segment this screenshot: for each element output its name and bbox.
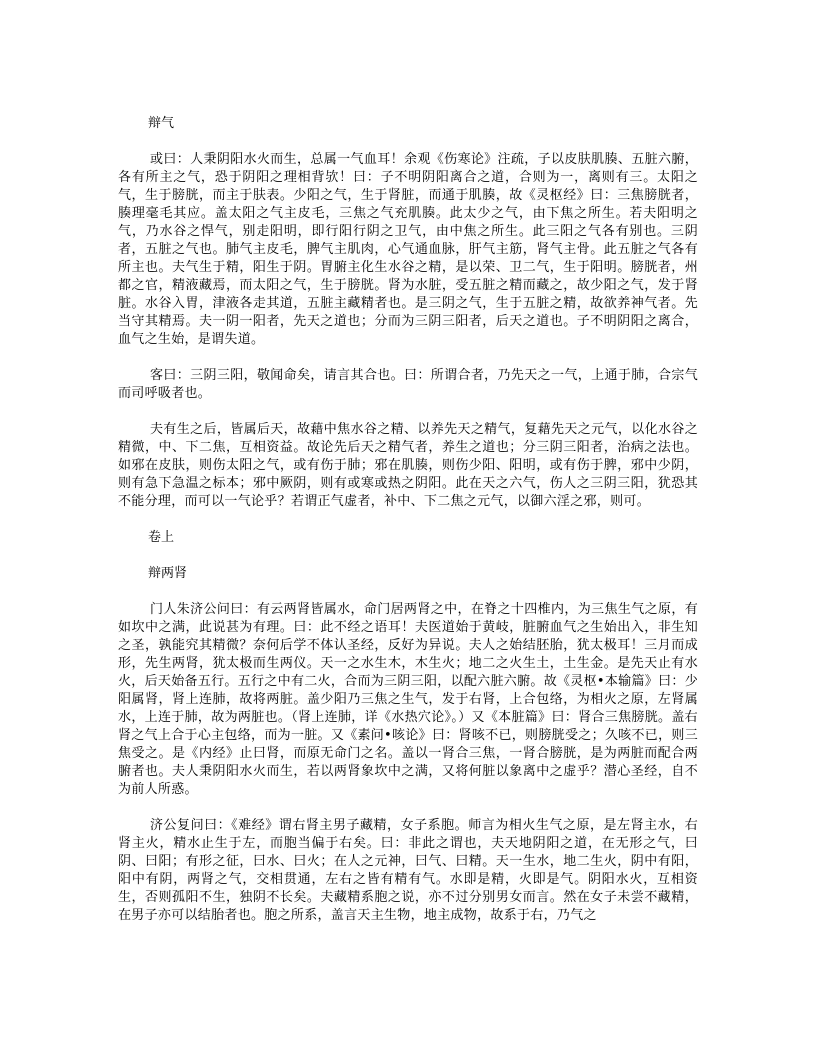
section-heading-bianqi: 辩气 [148,116,175,131]
volume-heading-juanshang: 卷上 [148,530,175,545]
paragraph-bianqi-2: 客曰：三阴三阳，敬闻命矣，请言其合也。曰：所谓合者，乃先天之一气，上通于肺，合宗气而司呼吸者也。 [118,368,698,401]
paragraph-bianqi-1: 或曰：人秉阴阳水火而生，总属一气血耳！余观《伤寒论》注疏，子以皮肤肌腠、五脏六腑，各有所主之气，恐于阴阳之理相背欤！曰：子不明阴阳离合之道，合则为一，离则有三。太阳之气，生于膀胱，而主于肤表。少阳之气，生于肾脏，而通于肌腠，故《灵枢经》曰：三焦膀胱者，腠理毫毛其应。盖太阳之气主皮毛，三焦之气充肌腠。此太少之气，由下焦之所生。若夫阳明之气，乃水谷之悍气，别走阳明，即行阳行阴之卫气，由中焦之所生。此三阳之气各有别也。三阴者，五脏之气也。肺气主皮毛，脾气主肌肉，心气通血脉，肝气主筋，肾气主骨。此五脏之气各有所主也。夫气生于精，阳生于阴。胃腑主化生水谷之精，是以荣、卫二气，生于阳明。膀胱者，州都之官，精液藏焉，而太阳之气，生于膀胱。肾为水脏，受五脏之精而藏之，故少阳之气，发于肾脏。水谷入胃，津液各走其道，五脏主藏精者也。是三阴之气，生于五脏之精，故欲养神气者。先当守其精焉。夫一阴一阳者，先天之道也；分而为三阴三阳者，后天之道也。子不明阴阳之离合，血气之生始，是谓失道。 [118,152,698,347]
paragraph-bianqi-3: 夫有生之后，皆属后天，故藉中焦水谷之精、以养先天之精气，复藉先天之元气，以化水谷之精微，中、下二焦，互相资益。故论先后天之精气者，养生之道也；分三阴三阳者，治病之法也。如邪在皮肤，则伤太阳之气，或有伤于肺；邪在肌腠，则伤少阳、阳明，或有伤于脾，邪中少阴，则有急下急温之标本；邪中厥阴，则有或寒或热之阴阳。此在天之六气，伤人之三阴三阳，犹恐其不能分理，而可以一气论乎？若谓正气虚者，补中、下二焦之元气，以御六淫之邪，则可。 [118,422,698,509]
paragraph-bianliangshen-1: 门人朱济公问曰：有云两肾皆属水，命门居两肾之中，在脊之十四椎内，为三焦生气之原，有如坎中之满，此说甚为有理。曰：此不经之语耳！夫医道始于黄岐，脏腑血气之生始出入，非生知之圣，孰能究其精微？奈何后学不体认圣经，反好为异说。夫人之始结胚胎，犹太极耳！三月而成形，先生两肾，犹太极而生两仪。天一之水生木，木生火；地二之火生土，土生金。是先天止有水火，后天始备五行。五行之中有二火，合而为三阴三阳，以配六脏六腑。故《灵枢•本输篇》曰：少阳属肾，肾上连肺，故将两脏。盖少阳乃三焦之生气，发于右肾，上合包络，为相火之原，左肾属水，上连于肺，故为两脏也。（肾上连肺，详《水热穴论》。）又《本脏篇》曰：肾合三焦膀胱。盖右肾之气上合于心主包络，而为一脏。又《素问•咳论》曰：肾咳不已，则膀胱受之；久咳不已，则三焦受之。是《内经》止曰肾，而原无命门之名。盖以一肾合三焦，一肾合膀胱，是为两脏而配合两腑者也。夫人秉阴阳水火而生，若以两肾象坎中之满，又将何脏以象离中之虚乎？潜心圣经，自不为前人所惑。 [118,602,698,797]
paragraph-bianliangshen-2: 济公复问曰：《难经》谓右肾主男子藏精，女子系胞。师言为相火生气之原，是左肾主水，右肾主火，精水止生于左，而胞当偏于右矣。曰：非此之谓也，夫天地阴阳之道，在无形之气，曰阴、曰阳；有形之征，曰水、曰火；在人之元神，曰气、曰精。天一生水，地二生火，阴中有阳，阳中有阴，两肾之气，交相贯通，左右之皆有精有气。水即是精，火即是气。阴阳水火，互相资生，否则孤阳不生，独阴不长矣。夫藏精系胞之说，亦不过分别男女而言。然在女子未尝不藏精，在男子亦可以结胎者也。胞之所系，盖言天主生物，地主成物，故系于右，乃气之 [118,818,698,923]
document-page [118,115,698,943]
section-heading-bianliangshen: 辩两肾 [148,566,188,581]
